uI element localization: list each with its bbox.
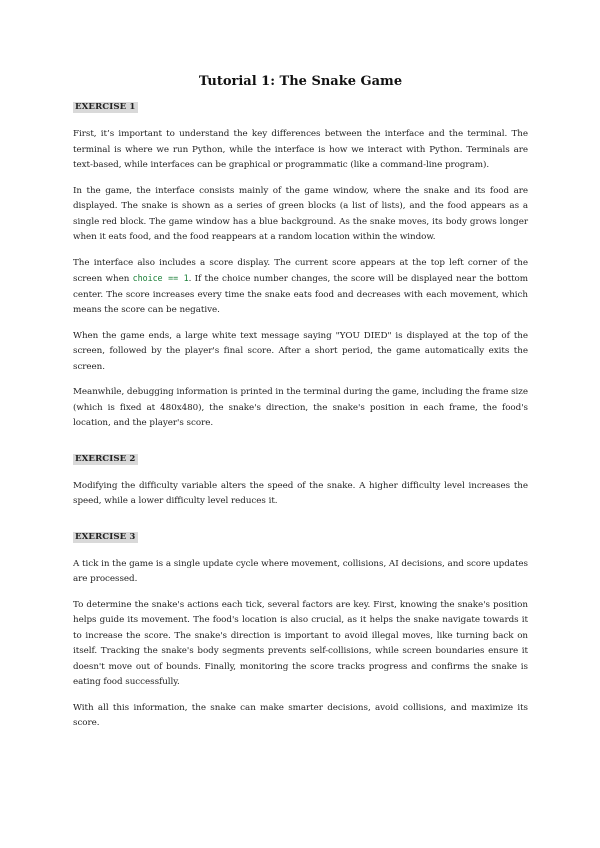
- exercise-1-section: [73, 94, 528, 432]
- paragraph: [73, 256, 528, 319]
- exercise-3-heading: EXERCISE 3: [75, 531, 136, 542]
- page-title: Tutorial 1: The Snake Game: [198, 74, 403, 89]
- paragraph: Meanwhile, debugging information is printed in the terminal during the game, including the frame size (which is fixed at 480x480), the snake's direction, the snake's position in each frame, the food's location, and the player's score.: [73, 387, 528, 428]
- exercise-2-section: [73, 446, 528, 510]
- document-page: [73, 74, 528, 746]
- paragraph: With all this information, the snake can make smarter decisions, avoid collisions, and maximize its score.: [73, 702, 528, 728]
- paragraph: In the game, the interface consists mainly of the game window, where the snake and its food are displayed. The snake is shown as a series of green blocks (a list of lists), and the food appears as a single red block. The game window has a blue background. As the snake moves, its body grows longer when it eats food, and the food reappears at a random location within the window.: [73, 185, 528, 242]
- paragraph-text: . If the choice number changes, the score will be displayed near the bottom center. The score increases every time the snake eats food and decreases with each movement, which means the score can be negative.: [73, 274, 528, 315]
- paragraph-text: The interface also includes a score display. The current score appears at the top left corner of the screen when: [73, 257, 528, 284]
- inline-code: choice == 1: [132, 273, 189, 283]
- paragraph: Modifying the difficulty variable alters the speed of the snake. A higher difficulty level increases the speed, while a lower difficulty level reduces it.: [73, 480, 528, 506]
- paragraph: A tick in the game is a single update cycle where movement, collisions, AI decisions, and score updates are processed.: [73, 558, 528, 584]
- paragraph: To determine the snake's actions each tick, several factors are key. First, knowing the snake's position helps guide its movement. The food's location is also crucial, as it helps the snake navigate towards it to increase the score. The snake's direction is important to avoid illegal moves, like turning back on itself. Tracking the snake's body segments prevents self-collisions, while screen boundaries ensure it doesn't move out of bounds. Finally, monitoring the score tracks progress and confirms the snake is eating food successfully.: [73, 599, 528, 687]
- exercise-2-heading: EXERCISE 2: [75, 453, 136, 464]
- exercise-1-heading: EXERCISE 1: [75, 102, 136, 112]
- exercise-3-section: [73, 524, 528, 732]
- paragraph: First, it’s important to understand the key differences between the interface and the terminal. The terminal is where we run Python, while the interface is how we interact with Python. Terminals are text-based, while interfaces can be graphical or programmatic (like a command-line program).: [73, 129, 528, 170]
- paragraph: When the game ends, a large white text message saying "YOU DIED" is displayed at the top of the screen, followed by the player's final score. After a short period, the game automatically exits the screen.: [73, 330, 528, 372]
